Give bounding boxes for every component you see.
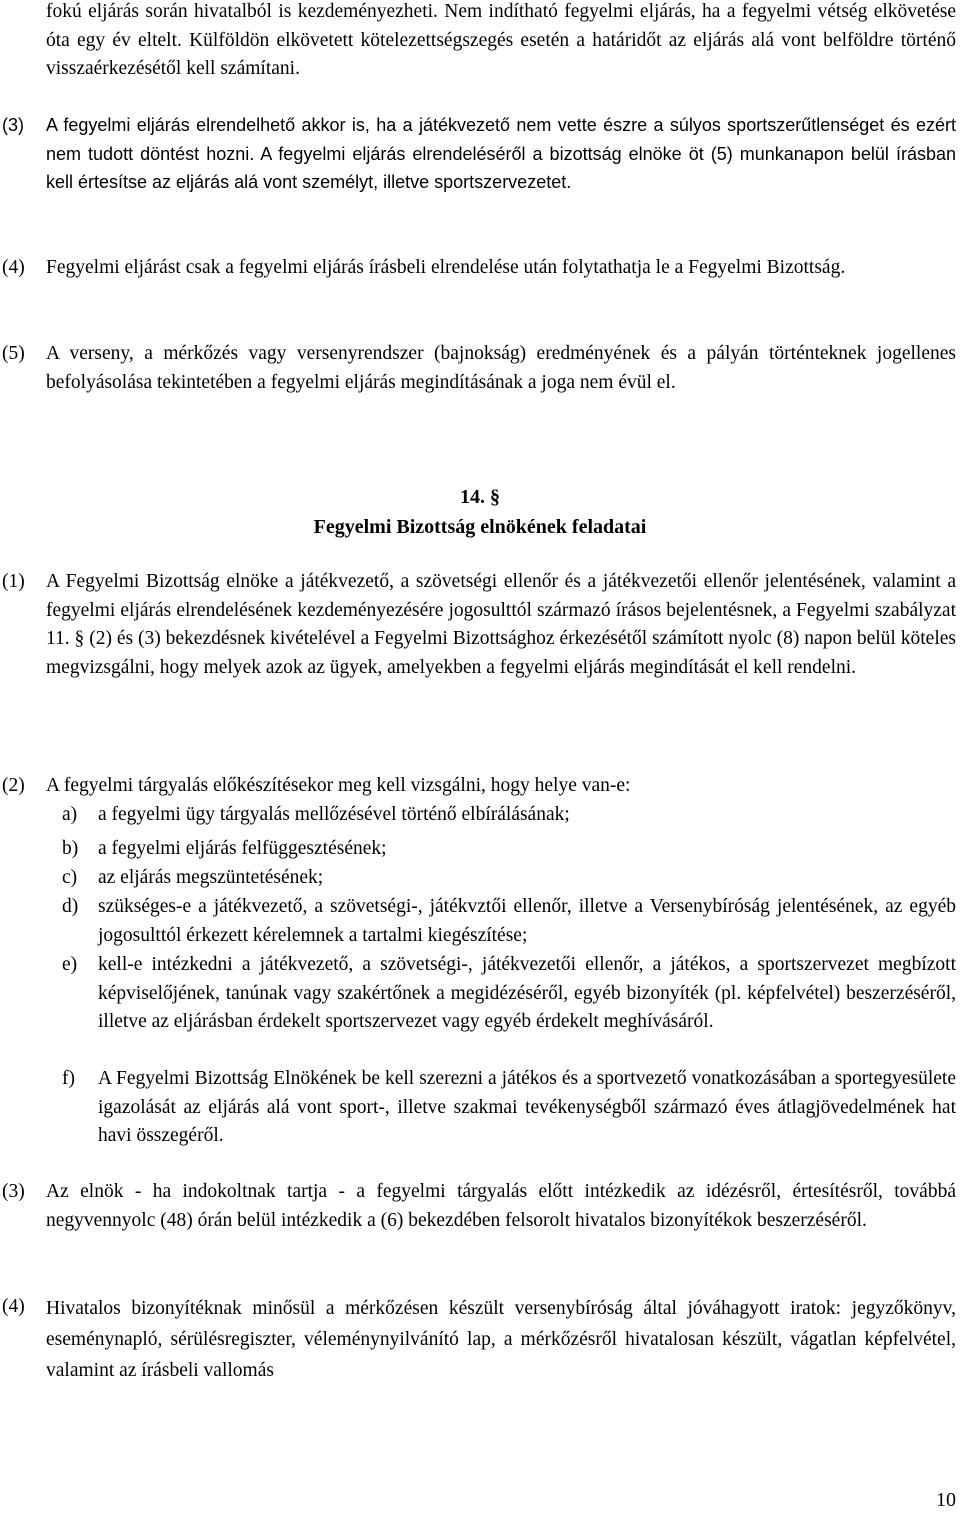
s14-p4-text: Hivatalos bizonyítéknak minősül a mérkőzésen készült versenybíróság által jóváhagyott iratok: jegyzőkönyv, eseménynapló, sérülésregiszter, véleménynyilvánító lap, a mérkőzésről hivatalosan készült, vágatlan képfelvétel, valamint az írásbeli vallomás [46,1298,956,1381]
s14-p2-text: A fegyelmi tárgyalás előkészítésekor meg kell vizsgálni, hogy helye van-e: [46,775,631,796]
s14-p3-text: Az elnök - ha indokoltnak tartja - a fegyelmi tárgyalás előtt intézkedik az idézésről, értesítésről, továbbá negyvennyolc (48) órán belül intézkedik a (6) bekezdében felsorolt hivatalos bizonyítékok beszerzéséről. [46,1181,956,1231]
s14-p1-number: (1) [2,571,25,592]
list-item-text: a fegyelmi eljárás felfüggesztésének; [98,838,387,859]
list-item-letter: e) [62,954,78,975]
section-number: 14. § [460,486,500,508]
s13-p4-text: Fegyelmi eljárást csak a fegyelmi eljárás írásbeli elrendelése után folytathatja le a Fegyelmi Bizottság. [46,257,846,278]
list-item-letter: c) [62,867,78,888]
s13-p5-number: (5) [2,343,25,364]
s13-p3-text: A fegyelmi eljárás elrendelhető akkor is, ha a játékvezető nem vette észre a súlyos sportszerűtlenséget és ezért nem tudott döntést hozni. A fegyelmi eljárás elrendeléséről a bizottság elnöke öt (5) munkanapon belül írásban kell értesítse az eljárás alá vont személyt, illetve sportszervezetet. [46,115,956,192]
list-item-text: A Fegyelmi Bizottság Elnökének be kell szerezni a játékos és a sportvezető vonatkozásában a sportegyesülete igazolását az eljárás alá vont sport-, illetve szakmai tevékenységből származó éves átlagjövedelmének hat havi összegéről. [98,1068,956,1146]
list-item-text: az eljárás megszüntetésének; [98,867,324,888]
list-item-letter: b) [62,838,79,859]
list-item-letter: d) [62,896,79,917]
list-item-text: kell-e intézkedni a játékvezető, a szövetségi-, játékvezetői ellenőr, a játékos, a sportszervezet megbízott képviselőjének, tanúnak vagy szakértőnek a megidézéséről, egyéb bizonyíték (pl. képfelvétel) beszerzéséről, illetve az eljárásban érdekelt sportszervezet vagy egyéb érdekelt meghívásáról. [98,954,956,1032]
page-number: 10 [936,1489,956,1511]
list-item-text: szükséges-e a játékvezető, a szövetségi-, játékvztői ellenőr, illetve a Versenybíróság jelentésének, az egyéb jogosulttól érkezett kérelemnek a tartalmi kiegészítése; [98,896,956,946]
s13-p4-number: (4) [2,257,25,278]
list-item-letter: a) [62,804,78,825]
list-item-text: a fegyelmi ügy tárgyalás mellőzésével történő elbírálásának; [98,804,570,825]
intro-paragraph: fokú eljárás során hivatalból is kezdeményezheti. Nem indítható fegyelmi eljárás, ha a fegyelmi vétség elkövetése óta egy év eltelt. Külföldön elkövetett kötelezettségszegés esetén a határidőt az eljárás alá vont belföldre történő visszaérkezésétől kell számítani. [46,1,956,79]
s13-p5-text: A verseny, a mérkőzés vagy versenyrendszer (bajnokság) eredményének és a pályán történteknek jogellenes befolyásolása tekintetében a fegyelmi eljárás megindításának a joga nem évül el. [46,343,956,393]
s14-p1-text: A Fegyelmi Bizottság elnöke a játékvezető, a szövetségi ellenőr és a játékvezetői ellenőr jelentésének, valamint a fegyelmi eljárás elrendelésének kezdeményezésére jogosulttól származó írásos bejelentésnek, a Fegyelmi szabályzat 11. § (2) és (3) bekezdésnek kivételével a Fegyelmi Bizottsághoz érkezésétől számított nyolc (8) napon belül köteles megvizsgálni, hogy melyek azok az ügyek, amelyekben a fegyelmi eljárás megindítását el kell rendelni. [46,571,956,678]
s14-p3-number: (3) [2,1181,25,1202]
s13-p3-number: (3) [2,115,24,135]
s14-p2-number: (2) [2,775,25,796]
s14-p4-number: (4) [2,1296,25,1317]
list-item-letter: f) [62,1068,75,1089]
section-title: Fegyelmi Bizottság elnökének feladatai [313,516,647,538]
